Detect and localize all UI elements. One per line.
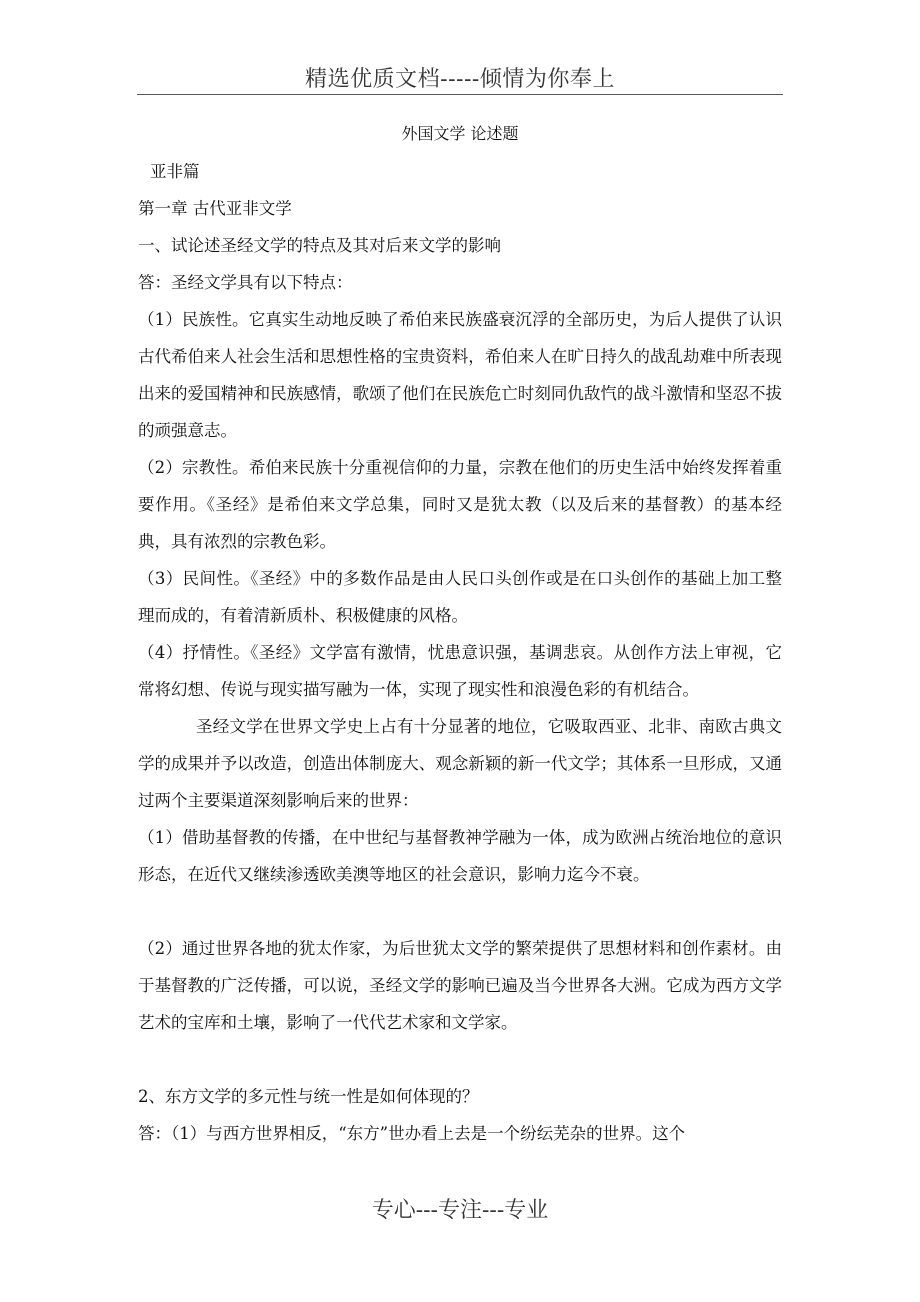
point-paragraph: （3）民间性。《圣经》中的多数作品是由人民口头创作或是在口头创作的基础上加工整理而成的，有着清新质朴、积极健康的风格。 (138, 569, 782, 625)
document-title: 外国文学 论述题 (401, 124, 519, 143)
chapter-heading: 第一章 古代亚非文学 (138, 199, 292, 218)
blank-line (138, 893, 782, 930)
question-1: 一、试论述圣经文学的特点及其对后来文学的影响 (138, 236, 501, 255)
point-paragraph: （1）民族性。它真实生动地反映了希伯来民族盛衰沉浮的全部历史，为后人提供了认识古代希伯来人社会生活和思想性格的宝贵资料，希伯来人在旷日持久的战乱劫难中所表现出来的爱国精神和民族感情，歌颂了他们在民族危亡时刻同仇敌忾的战斗激情和坚忍不拔的顽强意志。 (138, 310, 782, 440)
header-divider (137, 94, 783, 95)
answer-2-start: 答：（1）与西方世界相反，“东方”世办看上去是一个纷纭芜杂的世界。这个 (138, 1124, 686, 1143)
blank-line (138, 1041, 782, 1078)
influence-intro: 圣经文学在世界文学史上占有十分显著的地位，它吸取西亚、北非、南欧古典文学的成果并予以改造，创造出体制庞大、观念新颖的新一代文学；其体系一旦形成，又通过两个主要渠道深刻影响后来的世界： (138, 717, 782, 810)
influence-paragraph: （1）借助基督教的传播，在中世纪与基督教神学融为一体，成为欧洲占统治地位的意识形态，在近代又继续渗透欧美澳等地区的社会意识，影响力迄今不衰。 (138, 828, 782, 884)
section-heading: 亚非篇 (150, 162, 200, 181)
influence-paragraph: （2）通过世界各地的犹太作家，为后世犹太文学的繁荣提供了思想材料和创作素材。由于基督教的广泛传播，可以说，圣经文学的影响已遍及当今世界各大洲。它成为西方文学艺术的宝库和土壤，影响了一代代艺术家和文学家。 (138, 939, 782, 1032)
question-2: 2、东方文学的多元性与统一性是如何体现的？ (138, 1087, 479, 1106)
answer-intro: 答：圣经文学具有以下特点： (138, 273, 353, 292)
point-paragraph: （4）抒情性。《圣经》文学富有激情，忧患意识强，基调悲哀。从创作方法上审视，它常将幻想、传说与现实描写融为一体，实现了现实性和浪漫色彩的有机结合。 (138, 643, 782, 699)
page-header: 精选优质文档-----倾情为你奉上 (305, 67, 615, 92)
document-body (138, 153, 782, 1152)
page-footer: 专心---专注---专业 (371, 1198, 549, 1223)
point-paragraph: （2）宗教性。希伯来民族十分重视信仰的力量，宗教在他们的历史生活中始终发挥着重要作用。《圣经》是希伯来文学总集，同时又是犹太教（以及后来的基督教）的基本经典，具有浓烈的宗教色彩。 (138, 458, 782, 551)
